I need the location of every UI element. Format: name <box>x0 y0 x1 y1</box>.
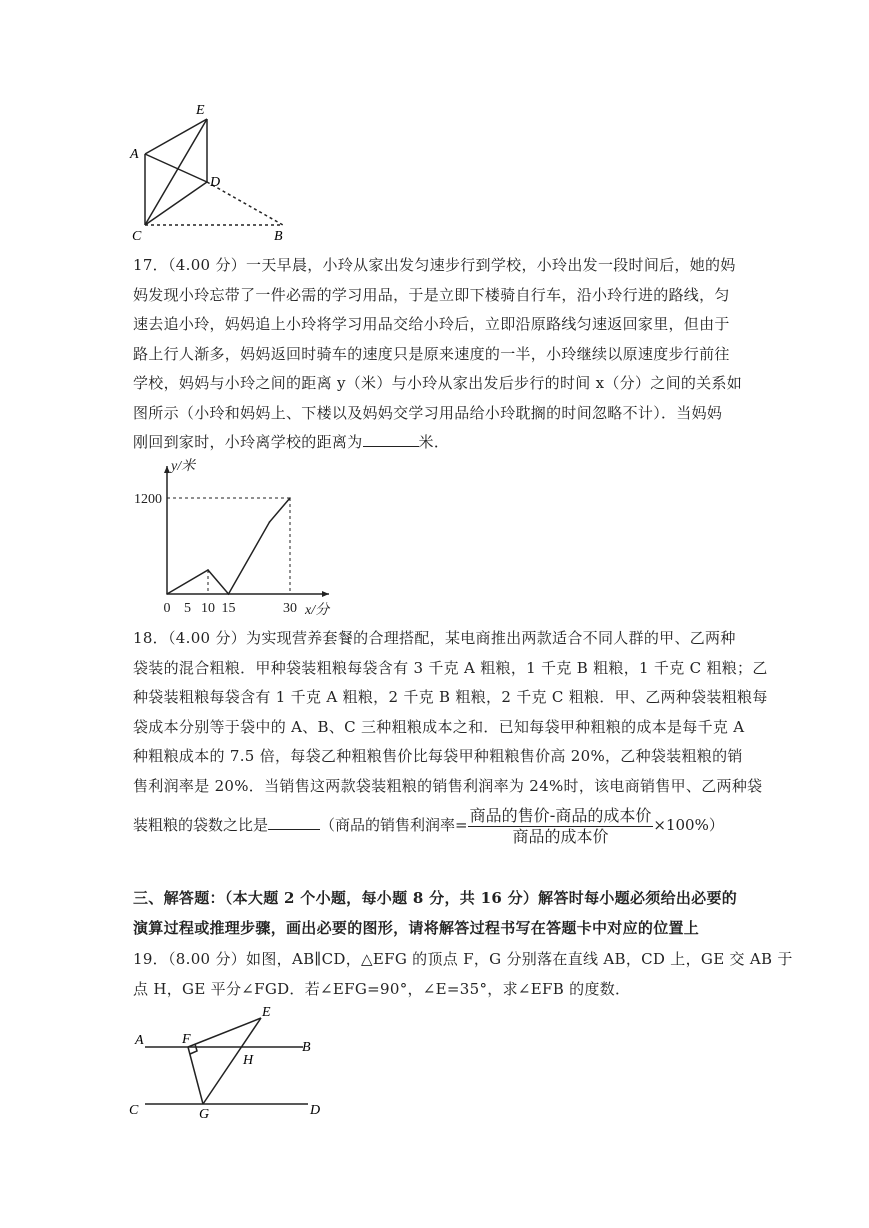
section-3-line: 三、解答题：（本大题 2 个小题，每小题 8 分，共 16 分）解答时每小题必须给出必要的 <box>133 889 738 907</box>
y-axis-arrow <box>164 466 170 473</box>
q18-last-line <box>133 802 724 848</box>
q18-line: 袋成本分别等于袋中的 A、B、C 三种粗粮成本之和．已知每袋甲种粗粮的成本是每千克 A <box>133 717 745 736</box>
segment-AD <box>145 154 207 182</box>
label-E: E <box>196 103 205 118</box>
x-axis-label: x/分 <box>305 603 330 618</box>
segment-CE <box>145 119 207 225</box>
q18-text: 装粗粮的袋数之比是 <box>133 816 269 834</box>
x-tick-label: 15 <box>221 601 236 616</box>
data-point <box>207 569 209 571</box>
label-D: D <box>310 1103 321 1118</box>
q17-line: 路上行人渐多，妈妈返回时骑车的速度只是原来速度的一半，小玲继续以原速度步行前往 <box>133 344 730 363</box>
q18-line: 18．（4.00 分）为实现营养套餐的合理搭配，某电商推出两款适合不同人群的甲、乙两种 <box>133 629 736 647</box>
q18-line: 种粗粮成本的 7.5 倍，每袋乙种粗粮售价比每袋甲种粗粮售价高 20%，乙种袋装粗粮的销 <box>133 747 743 765</box>
label-A: A <box>135 1033 144 1048</box>
q18-text: （商品的销售利润率= <box>320 816 468 834</box>
label-F: F <box>182 1032 191 1047</box>
question-18 <box>133 624 768 801</box>
series-line <box>167 498 290 594</box>
label-A: A <box>130 147 139 162</box>
q17-line: 图所示（小玲和妈妈上、下楼以及妈妈交学习用品给小玲耽搁的时间忽略不计）．当妈妈 <box>133 403 723 422</box>
x-axis-arrow <box>322 591 329 597</box>
q17-text: 刚回到家时，小玲离学校的距离为 <box>133 433 363 451</box>
q18-line: 售利润率是 20%．当销售这两款袋装粗粮的销售利润率为 24%时，该电商销售甲、乙两种袋 <box>133 776 763 795</box>
q19-line: 点 H，GE 平分∠FGD．若∠EFG=90°，∠E=35°，求∠EFB 的度数． <box>133 979 631 998</box>
chart-q17 <box>124 456 344 618</box>
data-point <box>269 521 271 523</box>
segment-CD <box>145 182 207 225</box>
label-B: B <box>302 1040 311 1055</box>
fraction-denominator: 商品的成本价 <box>512 826 609 846</box>
label-H: H <box>243 1053 254 1068</box>
x-tick-label: 0 <box>163 601 171 616</box>
data-point <box>228 593 230 595</box>
x-tick-label: 10 <box>201 601 215 616</box>
q17-line: 速去追小玲，妈妈追上小玲将学习用品交给小玲后，立即沿原路线匀速返回家里，但由于 <box>133 315 730 333</box>
q17-unit: 米． <box>418 433 450 451</box>
data-point <box>166 593 168 595</box>
label-D: D <box>210 175 221 190</box>
q18-line: 种袋装粗粮每袋含有 1 千克 A 粗粮，2 千克 B 粗粮，2 千克 C 粗粮．甲、乙两种袋装粗粮每 <box>133 688 768 706</box>
figure-q16 <box>128 100 298 242</box>
q19-line: 19．（8.00 分）如图，AB∥CD，△EFG 的顶点 F，G 分别落在直线 AB，CD 上，GE 交 AB 于 <box>133 950 793 968</box>
label-C: C <box>129 1103 139 1118</box>
segment-FG <box>188 1047 203 1104</box>
label-C: C <box>132 229 142 242</box>
answer-blank <box>363 431 419 447</box>
q17-last-line <box>133 428 745 458</box>
segment-FE <box>188 1018 261 1047</box>
y-tick-label: 1200 <box>134 492 162 507</box>
q17-line: 17．（4.00 分）一天早晨，小玲从家出发匀速步行到学校，小玲出发一段时间后，她的妈 <box>133 256 736 274</box>
x-tick-label: 5 <box>184 601 191 616</box>
answer-blank <box>268 814 320 830</box>
label-B: B <box>274 229 283 242</box>
data-point <box>289 497 291 499</box>
fraction-numerator: 商品的售价-商品的成本价 <box>469 805 652 825</box>
question-19 <box>133 945 793 1004</box>
question-17 <box>133 251 745 458</box>
section-3-line: 演算过程或推理步骤，画出必要的图形，请将解答过程书写在答题卡中对应的位置上 <box>133 918 700 937</box>
q18-text: ×100%） <box>653 816 724 834</box>
x-tick-label: 30 <box>283 601 297 616</box>
q17-line: 妈发现小玲忘带了一件必需的学习用品，于是立即下楼骑自行车，沿小玲行进的路线，匀 <box>133 285 730 304</box>
y-axis-label: y/米 <box>171 459 196 474</box>
section-3-heading <box>133 884 745 943</box>
profit-rate-fraction <box>468 806 654 847</box>
label-G: G <box>199 1107 210 1122</box>
q17-line: 学校，妈妈与小玲之间的距离 y（米）与小玲从家出发后步行的时间 x（分）之间的关系如 <box>133 374 743 392</box>
figure-q19 <box>125 1000 335 1125</box>
segment-AE <box>145 119 207 154</box>
q18-line: 袋装的混合粗粮．甲种袋装粗粮每袋含有 3 千克 A 粗粮，1 千克 B 粗粮，1 千克 C 粗粮；乙 <box>133 658 768 677</box>
label-E: E <box>262 1005 271 1020</box>
